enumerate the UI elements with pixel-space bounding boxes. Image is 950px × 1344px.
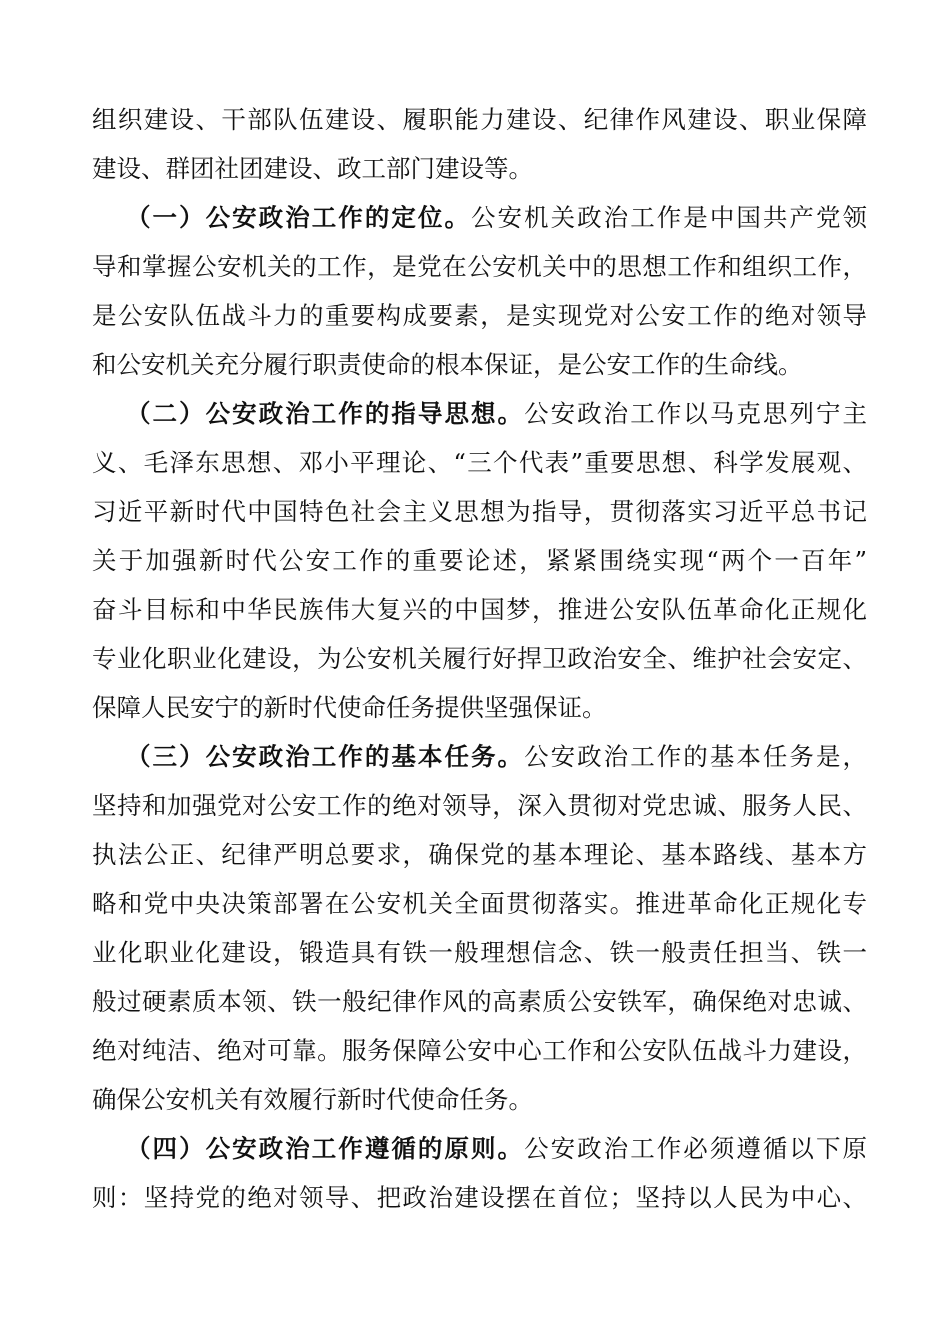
text-line: 保障人民安宁的新时代使命任务提供坚强保证。 <box>92 693 607 722</box>
text-line: 般过硬素质本领、铁一般纪律作风的高素质公安铁军，确保绝对忠诚、 <box>92 987 867 1016</box>
section-heading: （三）公安政治工作的基本任务。 <box>126 742 525 771</box>
text-line: 建设、群团社团建设、政工部门建设等。 <box>92 154 533 183</box>
section-text: 公安政治工作必须遵循以下原 <box>524 1134 867 1163</box>
section-guiding-ideology <box>92 389 867 732</box>
text-line: 关于加强新时代公安工作的重要论述，紧紧围绕实现“两个一百年” <box>92 546 867 575</box>
text-line: 组织建设、干部队伍建设、履职能力建设、纪律作风建设、职业保障 <box>92 105 867 134</box>
text-line: 绝对纯洁、绝对可靠。服务保障公安中心工作和公安队伍战斗力建设， <box>92 1036 867 1065</box>
text-line: 奋斗目标和中华民族伟大复兴的中国梦，推进公安队伍革命化正规化 <box>92 595 867 624</box>
text-line: 确保公安机关有效履行新时代使命任务。 <box>92 1085 533 1114</box>
text-line: 是公安队伍战斗力的重要构成要素，是实现党对公安工作的绝对领导 <box>92 301 867 330</box>
section-text: 公安政治工作以马克思列宁主 <box>524 399 867 428</box>
text-line: 习近平新时代中国特色社会主义思想为指导，贯彻落实习近平总书记 <box>92 497 867 526</box>
section-first-line <box>92 1124 867 1173</box>
text-line: 略和党中央决策部署在公安机关全面贯彻落实。推进革命化正规化专 <box>92 889 867 918</box>
section-heading: （四）公安政治工作遵循的原则。 <box>126 1134 525 1163</box>
section-first-line <box>92 389 867 438</box>
section-text: 公安政治工作的基本任务是， <box>524 742 867 771</box>
text-line: 业化职业化建设，锻造具有铁一般理想信念、铁一般责任担当、铁一 <box>92 938 867 967</box>
section-first-line <box>92 732 867 781</box>
text-line: 专业化职业化建设，为公安机关履行好捍卫政治安全、维护社会安定、 <box>92 644 867 673</box>
section-heading: （二）公安政治工作的指导思想。 <box>126 399 525 428</box>
section-first-line <box>92 193 867 242</box>
text-line: 导和掌握公安机关的工作，是党在公安机关中的思想工作和组织工作， <box>92 252 867 281</box>
section-heading: （一）公安政治工作的定位。 <box>126 203 471 232</box>
text-line: 坚持和加强党对公安工作的绝对领导，深入贯彻对党忠诚、服务人民、 <box>92 791 867 820</box>
intro-paragraph <box>92 95 867 193</box>
document-page <box>92 95 867 1222</box>
text-line: 和公安机关充分履行职责使命的根本保证，是公安工作的生命线。 <box>92 350 803 379</box>
section-positioning <box>92 193 867 389</box>
text-line: 义、毛泽东思想、邓小平理论、“三个代表”重要思想、科学发展观、 <box>92 448 867 477</box>
section-basic-tasks <box>92 732 867 1124</box>
section-principles <box>92 1124 867 1222</box>
section-text: 公安机关政治工作是中国共产党领 <box>470 203 867 232</box>
text-line: 执法公正、纪律严明总要求，确保党的基本理论、基本路线、基本方 <box>92 840 867 869</box>
text-line: 则：坚持党的绝对领导、把政治建设摆在首位；坚持以人民为中心、 <box>92 1183 867 1212</box>
